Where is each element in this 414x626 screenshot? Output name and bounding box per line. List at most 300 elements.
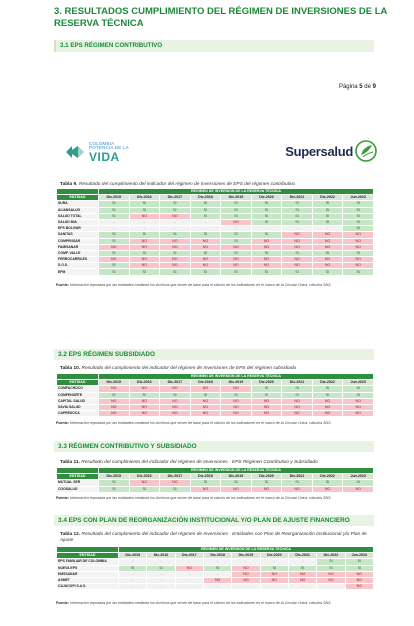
compliance-cell: NO bbox=[129, 480, 160, 486]
table-row bbox=[57, 486, 374, 492]
compliance-cell: SI bbox=[312, 269, 343, 275]
compliance-cell: SI bbox=[282, 207, 313, 213]
compliance-cell: - bbox=[147, 577, 175, 583]
compliance-cell: - bbox=[288, 559, 316, 565]
compliance-cell: SI bbox=[251, 269, 282, 275]
compliance-cell: SI bbox=[190, 213, 221, 219]
compliance-cell: SI bbox=[99, 250, 130, 256]
compliance-cell: SI bbox=[221, 480, 252, 486]
compliance-cell: SI bbox=[343, 269, 374, 275]
year-column-header: Dic.2017 bbox=[160, 195, 191, 201]
compliance-cell: NO bbox=[99, 404, 130, 410]
year-column-header: Dic.2015 bbox=[99, 380, 130, 386]
compliance-cell: NO bbox=[251, 257, 282, 263]
logo-left-small: COLOMBIA bbox=[89, 140, 115, 146]
table-11-caption: Tabla 11. Resultado del cumplimiento del indicador del régimen de Inversiones - EPS Régimen Contributivo y Subsidiado bbox=[60, 460, 318, 465]
entity-name: CAPRESOCA bbox=[57, 411, 99, 417]
compliance-cell: - bbox=[147, 571, 175, 577]
group-header: RÉGIMEN DE INVERSIÓN DE LA RESERVA TÉCNICA bbox=[119, 547, 374, 553]
compliance-cell: SI bbox=[221, 238, 252, 244]
compliance-cell: - bbox=[129, 226, 160, 232]
compliance-cell: NO bbox=[129, 386, 160, 392]
entity-name: SANITAS bbox=[57, 232, 99, 238]
entity-name: EPS FAMILIAR DE COLOMBIA bbox=[57, 559, 119, 565]
compliance-cell: SI bbox=[99, 201, 130, 207]
year-column-header: Dic.2017 bbox=[160, 380, 191, 386]
compliance-cell: SI bbox=[160, 250, 191, 256]
compliance-cell: NO bbox=[282, 244, 313, 250]
compliance-cell: NO bbox=[221, 411, 252, 417]
year-column-header: Dic.2021 bbox=[282, 474, 313, 480]
compliance-cell: SI bbox=[260, 565, 288, 571]
entity-name: COMFENORTE bbox=[57, 392, 99, 398]
year-column-header: Dic.2018 bbox=[190, 195, 221, 201]
year-column-header: Dic.2022 bbox=[312, 380, 343, 386]
year-column-header: Dic.2016 bbox=[129, 195, 160, 201]
compliance-cell: SI bbox=[203, 565, 231, 571]
compliance-cell: SI bbox=[251, 480, 282, 486]
year-column-header: Dic.2015 bbox=[99, 195, 130, 201]
compliance-cell: SI bbox=[312, 213, 343, 219]
entity-name: COOSALUD bbox=[57, 486, 99, 492]
compliance-cell: SI bbox=[282, 480, 313, 486]
entity-column-header: ENTIDAD bbox=[57, 380, 99, 386]
compliance-cell: NO bbox=[160, 480, 191, 486]
compliance-cell: SI bbox=[129, 232, 160, 238]
compliance-cell: SI bbox=[129, 250, 160, 256]
entity-column-header: ENTIDAD bbox=[57, 474, 99, 480]
compliance-cell: SI bbox=[251, 201, 282, 207]
year-column-header: Dic.2019 bbox=[221, 380, 252, 386]
compliance-cell: NO bbox=[160, 404, 191, 410]
year-column-header: Dic.2019 bbox=[221, 195, 252, 201]
compliance-cell: SI bbox=[221, 250, 252, 256]
compliance-cell: NO bbox=[221, 386, 252, 392]
compliance-cell: NO bbox=[160, 257, 191, 263]
year-column-header: Dic.2020 bbox=[260, 553, 288, 559]
compliance-cell: - bbox=[175, 584, 203, 590]
year-column-header: Dic.2017 bbox=[160, 474, 191, 480]
subsection-reorganizacion-heading: 3.4 EPS CON PLAN DE REORGANIZACIÓN INSTITUCIONAL Y/O PLAN DE AJUSTE FINANCIERO bbox=[54, 515, 374, 526]
compliance-cell: NO bbox=[160, 244, 191, 250]
compliance-cell: SI bbox=[317, 559, 345, 565]
compliance-cell: - bbox=[203, 584, 231, 590]
compliance-cell: SI bbox=[312, 480, 343, 486]
entity-name: SALUD TOTAL bbox=[57, 213, 99, 219]
page-number: Página 5 de 9 bbox=[338, 84, 376, 90]
compliance-cell: NO bbox=[282, 398, 313, 404]
compliance-cell: NO bbox=[251, 244, 282, 250]
compliance-cell: NO bbox=[343, 486, 374, 492]
group-header: RÉGIMEN DE INVERSIÓN DE LA RESERVA TÉCNICA bbox=[99, 189, 374, 195]
compliance-cell: NO bbox=[129, 238, 160, 244]
colombia-vida-logo bbox=[64, 140, 129, 164]
compliance-cell: - bbox=[203, 571, 231, 577]
compliance-cell: NO bbox=[343, 411, 374, 417]
compliance-cell: NO bbox=[129, 257, 160, 263]
compliance-cell: SI bbox=[343, 392, 374, 398]
compliance-cell: NO bbox=[99, 398, 130, 404]
table-9 bbox=[56, 188, 374, 276]
compliance-cell: NO bbox=[190, 386, 221, 392]
compliance-cell: NO bbox=[282, 411, 313, 417]
compliance-cell: NO bbox=[160, 398, 191, 404]
compliance-cell: SI bbox=[343, 219, 374, 225]
table-row bbox=[57, 269, 374, 275]
compliance-cell: SI bbox=[160, 392, 191, 398]
compliance-cell: - bbox=[175, 571, 203, 577]
year-column-header: Jun.2023 bbox=[343, 380, 374, 386]
compliance-cell: SI bbox=[343, 386, 374, 392]
compliance-cell: NO bbox=[190, 404, 221, 410]
compliance-cell: SI bbox=[160, 201, 191, 207]
compliance-cell: NO bbox=[190, 238, 221, 244]
compliance-cell: - bbox=[312, 226, 343, 232]
compliance-cell: NO bbox=[129, 213, 160, 219]
compliance-cell: SI bbox=[345, 565, 373, 571]
entity-name: NUEVA EPS bbox=[57, 565, 119, 571]
compliance-cell: SI bbox=[99, 486, 130, 492]
compliance-cell: SI bbox=[251, 213, 282, 219]
entity-name: ALIANSALUD bbox=[57, 207, 99, 213]
compliance-cell: NO bbox=[190, 411, 221, 417]
subsection-contributivo-subsidiado-heading: 3.3 RÉGIMEN CONTRIBUTIVO Y SUBSIDIADO bbox=[54, 441, 374, 452]
compliance-cell: NO bbox=[160, 411, 191, 417]
compliance-cell: NO bbox=[232, 565, 260, 571]
compliance-cell: SI bbox=[129, 486, 160, 492]
entity-name: CAPITAL SALUD bbox=[57, 398, 99, 404]
year-column-header: Dic.2020 bbox=[251, 195, 282, 201]
compliance-cell: - bbox=[119, 559, 147, 565]
compliance-cell: NO bbox=[260, 571, 288, 577]
compliance-cell: SI bbox=[251, 207, 282, 213]
compliance-cell: NO bbox=[345, 584, 373, 590]
year-column-header: Dic.2018 bbox=[190, 474, 221, 480]
year-column-header: Dic.2021 bbox=[282, 380, 313, 386]
compliance-cell: NO bbox=[251, 398, 282, 404]
compliance-cell: SI bbox=[221, 201, 252, 207]
compliance-cell: NO bbox=[203, 577, 231, 583]
compliance-cell: SI bbox=[282, 392, 313, 398]
compliance-cell: NO bbox=[160, 386, 191, 392]
compliance-cell: SI bbox=[190, 269, 221, 275]
compliance-cell: SI bbox=[251, 219, 282, 225]
entity-name: COMFACHOCO bbox=[57, 386, 99, 392]
compliance-cell: NO bbox=[129, 244, 160, 250]
entity-name: EMSSANAR bbox=[57, 571, 119, 577]
compliance-cell: NO bbox=[343, 257, 374, 263]
year-column-header: Dic.2022 bbox=[312, 474, 343, 480]
table-row bbox=[57, 411, 374, 417]
compliance-cell: NO bbox=[190, 257, 221, 263]
table-10-source: Fuente: Información reportada por las entidades mediante los Archivos que sirven de base para el cálculo de los indicadores en el marco de la Circular Única, cálculos SNS. bbox=[56, 421, 332, 425]
compliance-cell: NO bbox=[129, 263, 160, 269]
entity-column-header: ENTIDAD bbox=[57, 553, 119, 559]
compliance-cell: NO bbox=[221, 263, 252, 269]
compliance-cell: SI bbox=[99, 480, 130, 486]
compliance-cell: NO bbox=[282, 486, 313, 492]
compliance-cell: SI bbox=[343, 201, 374, 207]
compliance-cell: - bbox=[99, 226, 130, 232]
compliance-cell: NO bbox=[312, 257, 343, 263]
compliance-cell: NO bbox=[251, 238, 282, 244]
compliance-cell: NO bbox=[175, 565, 203, 571]
compliance-cell: NO bbox=[343, 398, 374, 404]
compliance-cell: SI bbox=[190, 392, 221, 398]
table-10-caption: Tabla 10. Resultado del cumplimiento del indicador del régimen de Inversiones de EPS del régimen subsidiado bbox=[60, 366, 297, 371]
compliance-cell: NO bbox=[343, 263, 374, 269]
compliance-cell: NO bbox=[99, 257, 130, 263]
entity-name: SALUD MIA bbox=[57, 219, 99, 225]
compliance-cell: SI bbox=[343, 250, 374, 256]
compliance-cell: SI bbox=[288, 565, 316, 571]
compliance-cell: NO bbox=[282, 238, 313, 244]
year-column-header: Dic.2015 bbox=[119, 553, 147, 559]
compliance-cell: NO bbox=[190, 398, 221, 404]
compliance-cell: SI bbox=[221, 213, 252, 219]
year-column-header: Dic.2018 bbox=[203, 553, 231, 559]
logo-left-small-2: POTENCIA DE LA bbox=[89, 145, 129, 150]
compliance-cell: NO bbox=[160, 213, 191, 219]
year-column-header: Dic.2021 bbox=[288, 553, 316, 559]
group-header: RÉGIMEN DE INVERSIÓN DE LA RESERVA TÉCNICA bbox=[99, 468, 374, 474]
compliance-cell: NO bbox=[221, 486, 252, 492]
compliance-cell: NO bbox=[345, 577, 373, 583]
compliance-cell: - bbox=[317, 584, 345, 590]
compliance-cell: SI bbox=[345, 559, 373, 565]
compliance-cell: NO bbox=[221, 219, 252, 225]
compliance-cell: - bbox=[119, 571, 147, 577]
compliance-cell: SI bbox=[221, 232, 252, 238]
compliance-cell: - bbox=[203, 559, 231, 565]
compliance-cell: NO bbox=[260, 577, 288, 583]
compliance-cell: NO bbox=[288, 571, 316, 577]
compliance-cell: SI bbox=[221, 269, 252, 275]
table-9-source: Fuente: Información reportada por las entidades mediante los Archivos que sirven de base para el cálculo de los indicadores en el marco de la Circular Única, cálculos SNS. bbox=[56, 283, 332, 287]
compliance-cell: SI bbox=[312, 386, 343, 392]
colombia-logo-icon bbox=[64, 144, 86, 160]
compliance-cell: NO bbox=[232, 571, 260, 577]
compliance-cell: SI bbox=[190, 232, 221, 238]
compliance-cell: NO bbox=[317, 577, 345, 583]
compliance-cell: - bbox=[221, 226, 252, 232]
compliance-cell: NO bbox=[251, 486, 282, 492]
compliance-cell: - bbox=[99, 219, 130, 225]
compliance-cell: SI bbox=[312, 207, 343, 213]
compliance-cell: SI bbox=[282, 269, 313, 275]
compliance-cell: NO bbox=[129, 398, 160, 404]
compliance-cell: NO bbox=[343, 244, 374, 250]
compliance-cell: NO bbox=[251, 404, 282, 410]
compliance-cell: SI bbox=[343, 480, 374, 486]
compliance-cell: NO bbox=[317, 571, 345, 577]
compliance-cell: SI bbox=[129, 392, 160, 398]
compliance-cell: NO bbox=[343, 238, 374, 244]
year-column-header: Jun.2023 bbox=[343, 474, 374, 480]
compliance-cell: SI bbox=[190, 201, 221, 207]
entity-name: MUTUAL SER bbox=[57, 480, 99, 486]
compliance-cell: - bbox=[160, 219, 191, 225]
entity-name: FAMISANAR bbox=[57, 244, 99, 250]
entity-name: EPS BOLIVAR bbox=[57, 226, 99, 232]
entity-name: SAVIA SALUD bbox=[57, 404, 99, 410]
compliance-cell: NO bbox=[160, 263, 191, 269]
table-9-caption: Tabla 9. Resultado del cumplimiento del indicador del régimen de Inversiones de EPS del régimen contributivo bbox=[60, 182, 296, 187]
compliance-cell: SI bbox=[99, 392, 130, 398]
entity-name: SURA bbox=[57, 201, 99, 207]
compliance-cell: SI bbox=[99, 232, 130, 238]
entity-name: CAJACOPI S.A.S. bbox=[57, 584, 119, 590]
compliance-cell: NO bbox=[312, 404, 343, 410]
compliance-cell: NO bbox=[282, 257, 313, 263]
year-column-header: Jun.2023 bbox=[343, 195, 374, 201]
compliance-cell: - bbox=[232, 584, 260, 590]
compliance-cell: - bbox=[175, 577, 203, 583]
compliance-cell: SI bbox=[221, 392, 252, 398]
compliance-cell: SI bbox=[129, 269, 160, 275]
compliance-cell: NO bbox=[345, 571, 373, 577]
compliance-cell: - bbox=[147, 584, 175, 590]
compliance-cell: SI bbox=[251, 250, 282, 256]
table-12 bbox=[56, 546, 374, 590]
compliance-cell: SI bbox=[312, 219, 343, 225]
compliance-cell: NO bbox=[221, 398, 252, 404]
compliance-cell: NO bbox=[99, 244, 130, 250]
entity-name: FERROCARRILES bbox=[57, 257, 99, 263]
compliance-cell: NO bbox=[251, 411, 282, 417]
supersalud-logo bbox=[285, 138, 378, 164]
year-column-header: Dic.2017 bbox=[175, 553, 203, 559]
compliance-cell: NO bbox=[129, 411, 160, 417]
compliance-cell: SI bbox=[282, 219, 313, 225]
table-10 bbox=[56, 373, 374, 417]
compliance-cell: SI bbox=[282, 201, 313, 207]
compliance-cell: NO bbox=[221, 404, 252, 410]
year-column-header: Dic.2020 bbox=[251, 380, 282, 386]
compliance-cell: SI bbox=[221, 207, 252, 213]
compliance-cell: NO bbox=[312, 232, 343, 238]
compliance-cell: - bbox=[260, 584, 288, 590]
year-column-header: Dic.2016 bbox=[147, 553, 175, 559]
group-header: RÉGIMEN DE INVERSIÓN DE LA RESERVA TÉCNICA bbox=[99, 374, 374, 380]
compliance-cell: SI bbox=[99, 213, 130, 219]
year-column-header: Dic.2021 bbox=[282, 195, 313, 201]
compliance-cell: - bbox=[175, 559, 203, 565]
compliance-cell: NO bbox=[160, 238, 191, 244]
compliance-cell: SI bbox=[160, 486, 191, 492]
compliance-cell: - bbox=[129, 219, 160, 225]
compliance-cell: NO bbox=[221, 257, 252, 263]
entity-name: S.O.S. bbox=[57, 263, 99, 269]
year-column-header: Dic.2020 bbox=[251, 474, 282, 480]
entity-name: EPM bbox=[57, 269, 99, 275]
year-column-header: Dic.2022 bbox=[312, 195, 343, 201]
compliance-cell: SI bbox=[99, 263, 130, 269]
table-11-source: Fuente: Información reportada por las entidades mediante los Archivos que sirven de base para el cálculo de los indicadores en el marco de la Circular Única, cálculos SNS. bbox=[56, 496, 332, 500]
year-column-header: Jun.2023 bbox=[345, 553, 373, 559]
compliance-cell: SI bbox=[251, 392, 282, 398]
compliance-cell: SI bbox=[190, 250, 221, 256]
compliance-cell: - bbox=[282, 226, 313, 232]
compliance-cell: SI bbox=[99, 238, 130, 244]
header-banner bbox=[54, 134, 384, 170]
compliance-cell: - bbox=[232, 559, 260, 565]
subsection-contributivo-heading: 3.1 EPS RÉGIMEN CONTRIBUTIVO bbox=[54, 40, 374, 52]
compliance-cell: SI bbox=[312, 250, 343, 256]
compliance-cell: SI bbox=[282, 213, 313, 219]
compliance-cell: SI bbox=[317, 565, 345, 571]
compliance-cell: NO bbox=[288, 577, 316, 583]
compliance-cell: NO bbox=[251, 263, 282, 269]
compliance-cell: NO bbox=[343, 232, 374, 238]
year-column-header: Dic.2022 bbox=[317, 553, 345, 559]
compliance-cell: - bbox=[119, 584, 147, 590]
compliance-cell: NO bbox=[312, 398, 343, 404]
section-title: 3. RESULTADOS CUMPLIMIENTO DEL RÉGIMEN DE INVERSIONES DE LA RESERVA TÉCNICA bbox=[54, 6, 388, 29]
compliance-cell: SI bbox=[190, 207, 221, 213]
compliance-cell: - bbox=[190, 226, 221, 232]
compliance-cell: SI bbox=[99, 269, 130, 275]
supersalud-leaf-icon bbox=[354, 139, 378, 163]
table-12-source: Fuente: Información reportada por las entidades mediante los Archivos que sirven de base para el cálculo de los indicadores en el marco de la Circular Única, cálculos SNS. bbox=[56, 601, 332, 605]
compliance-cell: NO bbox=[312, 486, 343, 492]
year-column-header: Dic.2016 bbox=[129, 474, 160, 480]
compliance-cell: NO bbox=[99, 411, 130, 417]
compliance-cell: - bbox=[147, 559, 175, 565]
compliance-cell: SI bbox=[129, 201, 160, 207]
compliance-cell: SI bbox=[343, 213, 374, 219]
compliance-cell: NO bbox=[99, 386, 130, 392]
compliance-cell: - bbox=[288, 584, 316, 590]
entity-name: COMF. VALLE bbox=[57, 250, 99, 256]
compliance-cell: SI bbox=[282, 386, 313, 392]
compliance-cell: NO bbox=[312, 411, 343, 417]
logo-left-big: VIDA bbox=[89, 149, 120, 164]
compliance-cell: NO bbox=[282, 404, 313, 410]
compliance-cell: - bbox=[251, 226, 282, 232]
table-row bbox=[57, 584, 374, 590]
compliance-cell: NO bbox=[312, 263, 343, 269]
compliance-cell: - bbox=[160, 226, 191, 232]
compliance-cell: SI bbox=[119, 565, 147, 571]
compliance-cell: SI bbox=[147, 565, 175, 571]
compliance-cell: SI bbox=[160, 269, 191, 275]
compliance-cell: SI bbox=[160, 232, 191, 238]
compliance-cell: NO bbox=[129, 404, 160, 410]
compliance-cell: NO bbox=[282, 263, 313, 269]
year-column-header: Dic.2018 bbox=[190, 380, 221, 386]
compliance-cell: - bbox=[190, 219, 221, 225]
compliance-cell: NO bbox=[190, 486, 221, 492]
entity-name: COMPENSAR bbox=[57, 238, 99, 244]
compliance-cell: NO bbox=[343, 404, 374, 410]
compliance-cell: - bbox=[119, 577, 147, 583]
compliance-cell: SI bbox=[99, 207, 130, 213]
subsection-subsidiado-heading: 3.2 EPS RÉGIMEN SUBSIDIADO bbox=[54, 349, 374, 360]
compliance-cell: SI bbox=[160, 207, 191, 213]
compliance-cell: SI bbox=[343, 207, 374, 213]
compliance-cell: - bbox=[260, 559, 288, 565]
compliance-cell: SI bbox=[251, 386, 282, 392]
compliance-cell: SI bbox=[190, 480, 221, 486]
compliance-cell: NO bbox=[190, 244, 221, 250]
entity-column-header: ENTIDAD bbox=[57, 195, 99, 201]
compliance-cell: SI bbox=[251, 232, 282, 238]
table-11 bbox=[56, 467, 374, 493]
compliance-cell: NO bbox=[190, 263, 221, 269]
compliance-cell: SI bbox=[282, 250, 313, 256]
table-12-caption: Tabla 12. Resultado del cumplimiento del indicador del régimen de Inversiones - Entidades con Plan de Reorganización Institucional y/o Plan de Ajuste bbox=[60, 532, 367, 543]
